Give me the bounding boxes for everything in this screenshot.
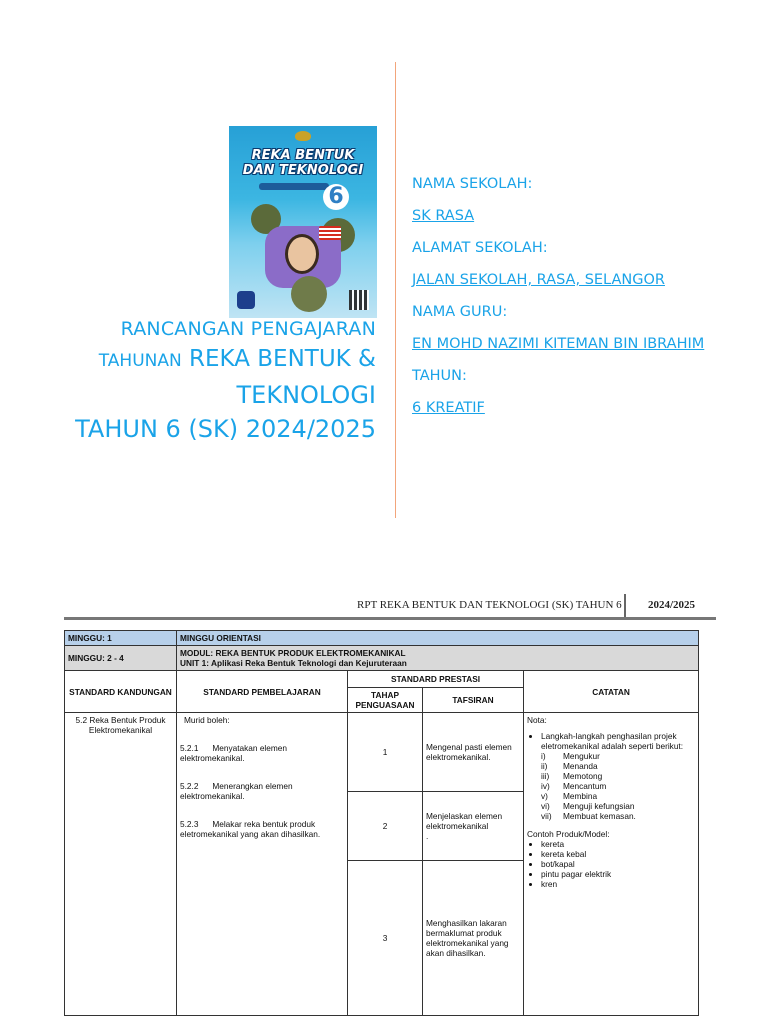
step-2-text: Menanda: [563, 761, 598, 771]
school-name-label: NAMA SEKOLAH:: [412, 176, 533, 192]
header-content-standard: STANDARD KANDUNGAN: [65, 671, 177, 713]
header-notes: CATATAN: [524, 671, 699, 713]
step-7: [541, 811, 695, 821]
cover-title-line3: TEKNOLOGI: [236, 381, 376, 409]
learning-item-1-code: 5.2.1: [180, 743, 199, 753]
book-title-line1: REKA BENTUK: [251, 148, 355, 163]
level-2-trail: .: [426, 831, 429, 841]
step-5-num: v): [541, 791, 548, 801]
week-2-4-label: MINGGU: 2 - 4: [65, 646, 177, 671]
header-rule: [64, 617, 716, 620]
notes-steps: [541, 751, 695, 821]
step-4-num: iv): [541, 781, 550, 791]
robot-wheel-bottom-icon: [291, 276, 327, 312]
example-item: • kereta kebal: [541, 849, 695, 859]
book-cover-image: [229, 126, 377, 318]
learning-item-2: [180, 781, 344, 801]
step-2-num: ii): [541, 761, 548, 771]
school-address-value: JALAN SEKOLAH, RASA, SELANGOR: [412, 272, 665, 288]
learning-item-1-text: Menyatakan elemen elektromekanikal.: [180, 743, 288, 763]
cover-title-line2-large: REKA BENTUK &: [189, 346, 376, 372]
week-1-label: MINGGU: 1: [65, 631, 177, 646]
cover-title-line4: TAHUN 6 (SK) 2024/2025: [75, 415, 376, 443]
step-3-num: iii): [541, 771, 550, 781]
cover-title-line1: RANCANGAN PENGAJARAN: [120, 318, 376, 340]
example-item: • pintu pagar elektrik: [541, 869, 695, 879]
level-2-desc: Menjelaskan elemen elektromekanikal: [426, 811, 503, 831]
learning-item-3: [180, 819, 344, 839]
book-subtitle-band: [259, 183, 329, 190]
year-value: 6 KREATIF: [412, 400, 485, 416]
notes-steps-intro: Langkah-langkah penghasilan projek eletromekanikal adalah seperti berikut:: [541, 731, 684, 751]
example-item: • kren: [541, 879, 695, 889]
step-5: [541, 791, 695, 801]
step-5-text: Membina: [563, 791, 598, 801]
teacher-name-value: EN MOHD NAZIMI KITEMAN BIN IBRAHIM: [412, 336, 705, 352]
level-2-desc-cell: [423, 792, 524, 861]
step-4-text: Mencantum: [563, 781, 607, 791]
week-1-row: [65, 631, 699, 646]
cover-title: [16, 318, 376, 444]
header-separator: [624, 594, 626, 618]
notes-steps-list: [527, 731, 695, 821]
step-1-num: i): [541, 751, 546, 761]
notes-heading: Nota:: [527, 715, 547, 725]
school-name-value: SK RASA: [412, 208, 475, 224]
module-unit-cell: [177, 646, 699, 671]
level-1-number: 1: [348, 713, 423, 792]
kssr-badge-icon: [237, 291, 255, 309]
learning-item-3-text: Melakar reka bentuk produk eletromekanikal yang akan dihasilkan.: [180, 819, 321, 839]
flag-icon: [319, 226, 341, 240]
week-2-4-row: [65, 646, 699, 671]
level-2-number: 2: [348, 792, 423, 861]
level-1-row: [65, 713, 699, 792]
step-3: [541, 771, 695, 781]
step-7-num: vii): [541, 811, 552, 821]
step-6: [541, 801, 695, 811]
step-6-text: Menguji kefungsian: [563, 801, 635, 811]
year-label: TAHUN:: [412, 368, 467, 384]
rpt-header-title: RPT REKA BENTUK DAN TEKNOLOGI (SK) TAHUN 6: [357, 599, 622, 611]
step-2: [541, 761, 695, 771]
header-level: TAHAP PENGUASAAN: [348, 688, 423, 713]
book-title-line2: DAN TEKNOLOGI: [242, 163, 364, 178]
learning-item-2-text: Menerangkan elemen elektromekanikal.: [180, 781, 293, 801]
notes-cell: [524, 713, 699, 1016]
cover-title-line2-small: TAHUNAN: [98, 351, 182, 371]
example-item: • bot/kapal: [541, 859, 695, 869]
rpt-table: [64, 630, 699, 1016]
notes-steps-item: [541, 731, 695, 821]
book-grade-number: 6: [323, 184, 349, 210]
step-4: [541, 781, 695, 791]
header-row-1: [65, 671, 699, 688]
rpt-header-year: 2024/2025: [648, 599, 696, 611]
cover-title-line2: [16, 344, 376, 376]
teacher-name-label: NAMA GURU:: [412, 304, 508, 320]
step-1-text: Mengukur: [563, 751, 600, 761]
book-cover-title: [229, 148, 377, 178]
week-1-value: MINGGU ORIENTASI: [177, 631, 699, 646]
module-title: MODUL: REKA BENTUK PRODUK ELEKTROMEKANIKAL: [180, 648, 406, 658]
examples-heading: Contoh Produk/Model:: [527, 829, 610, 839]
school-address-label: ALAMAT SEKOLAH:: [412, 240, 548, 256]
step-1: [541, 751, 695, 761]
step-3-text: Memotong: [563, 771, 603, 781]
examples-list: [527, 839, 695, 889]
crest-icon: [295, 131, 311, 141]
learning-item-1: [180, 743, 344, 763]
learning-item-3-code: 5.2.3: [180, 819, 199, 829]
level-3-number: 3: [348, 861, 423, 1016]
learning-item-2-code: 5.2.2: [180, 781, 199, 791]
unit-title: UNIT 1: Aplikasi Reka Bentuk Teknologi dan Kejuruteraan: [180, 658, 407, 668]
school-info: [412, 168, 704, 424]
step-6-num: vi): [541, 801, 550, 811]
header-interpretation: TAFSIRAN: [423, 688, 524, 713]
level-3-desc: Menghasilkan lakaran bermaklumat produk elektromekanikal yang akan dihasilkan.: [423, 861, 524, 1016]
learning-standard-cell: [177, 713, 348, 1016]
header-performance-standard: STANDARD PRESTASI: [348, 671, 524, 688]
vertical-divider: [395, 62, 396, 518]
character-icon: [285, 234, 319, 274]
step-7-text: Membuat kemasan.: [563, 811, 636, 821]
example-item: • kereta: [541, 839, 695, 849]
level-1-desc: Mengenal pasti elemen elektromekanikal.: [423, 713, 524, 792]
learning-intro: Murid boleh:: [184, 715, 230, 725]
header-learning-standard: STANDARD PEMBELAJARAN: [177, 671, 348, 713]
qr-code-icon: [349, 290, 369, 310]
content-standard-cell: 5.2 Reka Bentuk Produk Elektromekanikal: [65, 713, 177, 1016]
